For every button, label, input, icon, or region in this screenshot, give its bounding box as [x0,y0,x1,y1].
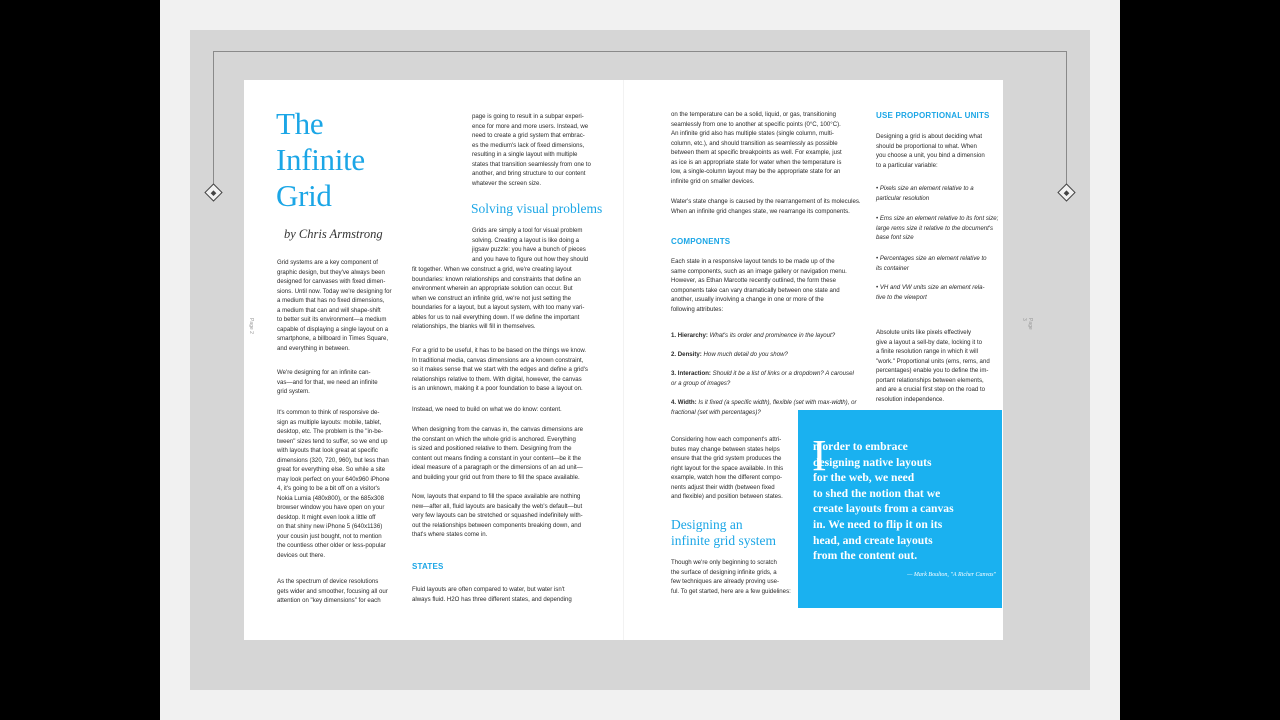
guide-line-right [1066,51,1067,191]
col3-paragraph-4: Considering how each component's attri- butes may change between states helps ensure that the grid system produces the right layout for the space available. In this example, watch how the different compo- nents adjust their width (between fixed and flexible) and position between states. [671,436,784,500]
col1-paragraph-2: We're designing for an infinite can- vas—and for that, we need an infinite grid system. [277,369,378,395]
quote-citation: — Mark Boulton, "A Richer Canvas" [907,572,996,578]
col1-paragraph-3: It's common to think of responsive de- sign as multiple layouts: mobile, tablet, desktop, etc. The problem is the "in-be- tween" sizes tend to suffer, so we end up with layouts that look great at specific dimensions (320, 720, 960), but less than great for everything else. So while a site may look perfect on your 640x960 iPhone 4, it's going to be a bit off on a visitor's Nokia Lumia (480x800), or the 685x308 browser window you have open on your desktop. It might even look a little off on that shiny new iPhone 5 (640x1136) your cousin just bought, not to mention the countless other older or less-popular devices out there. [277,409,390,559]
guide-line-top [213,51,1067,52]
col3-paragraph-3: Each state in a responsive layout tends to be made up of the same components, such as an image gallery or navigation menu. However, as Ethan Marcotte recently outlined, the form these components take can vary dramatically between one state and another, usually involving a change in one or more of the following attributes: [671,258,847,313]
col2-paragraph-2b: fit together. When we construct a grid, we're creating layout boundaries: known relationships and constraints that define an environment wherein an appropriate solution can occur. But when we construct an infinite grid, we're not just setting the boundaries for a layout, but a layout system, with too many vari- ables for us to nail everything down. If we define the important relationships, the blanks will fill in themselves. [412,266,585,330]
col2-paragraph-6: Now, layouts that expand to fill the space available are nothing new—after all, fluid layouts are basically the web's default—but very few layouts can be stretched or squashed indefinitely with- out the relationships between components breaking down, and that's where states come in. [412,493,583,538]
col2-paragraph-7: Fluid layouts are often compared to water, but water isn't always fluid. H2O has three different states, and depending [412,586,572,603]
heading-components: COMPONENTS [671,237,731,246]
spread-spine [623,80,624,640]
col1-paragraph-4: As the spectrum of device resolutions gets wider and smoother, focusing all our attention on "key dimensions" for each [277,578,388,604]
col2-paragraph-5: When designing from the canvas in, the canvas dimensions are the constant on which the whole grid is anchored. Everything is sized and positioned relative to them. Designing from the content out means finding a constant in your content—be it the ideal measure of a paragraph or the dimensions of an ad unit— and building your grid out from there to fill the space available. [412,426,584,481]
col4-paragraph-2: Absolute units like pixels effectively give a layout a sell-by date, locking it to a finite resolution range in which it will "work." Proportional units (ems, rems, and percentages) enable you to define the im- portant relationships between elements, and are a crucial first step on the road to resolution independence. [876,329,990,403]
magazine-spread [244,80,1033,640]
col2-paragraph-4: Instead, we need to build on what we do know: content. [412,406,562,413]
byline: by Chris Armstrong [284,227,383,241]
col2-paragraph-1: page is going to result in a subpar experi- ence for more and more users. Instead, we need to create a grid system that embrac- es the medium's lack of fixed dimensions, resulting in a single layout with multiple states that transition seamlessly from one to another, and bring structure to our content whatever the screen size. [472,113,591,187]
bullet-pixels: • Pixels size an element relative to a particular resolution [876,185,974,202]
heading-designing-infinite-grid: Designing an infinite grid system [671,517,776,548]
page-number-left: Page 2 [248,318,254,334]
col2-paragraph-3: For a grid to be useful, it has to be based on the things we know. In traditional media, canvas dimensions are a known constraint, so it makes sense that we start with the edges and define a grid's relationships relative to them. With digital, however, the canvas is an unknown, making it a poor foundation to base a layout on. [412,347,588,392]
page-number-right: Page 3 [1021,318,1033,330]
quote-text: n order to embrace designing native layouts for the web, we need to shed the notion that we create layouts from a canvas in. We need to flip it on its head, and create layouts from the content out. [813,440,954,563]
heading-solving-visual-problems: Solving visual problems [471,201,603,216]
guide-line-left [213,51,214,191]
col1-paragraph-1: Grid systems are a key component of graphic design, but they've always been designed for canvases with fixed dimen- sions. Until now. Today we're designing for a medium that has no fixed dimensions, a medium that can and will shape-shift to better suit its environment—a medium capable of displaying a single layout on a smartphone, a billboard in Times Square, and everything in between. [277,259,392,352]
col2-paragraph-2a: Grids are simply a tool for visual problem solving. Creating a layout is like doing a jigsaw puzzle: you have a bunch of pieces and you have to figure out how they should [472,227,589,263]
heading-states: STATES [412,562,444,571]
article-title: The Infinite Grid [276,106,365,213]
pull-quote-box [798,410,1002,608]
col3-paragraph-5: Though we're only beginning to scratch the surface of designing infinite grids, a few techniques are already proving use- ful. To get started, here are a few guidelines: [671,559,791,595]
bullet-ems: • Ems size an element relative to its font size; large rems size it relative to the document's base font size [876,215,999,241]
col4-paragraph-1: Designing a grid is about deciding what should be proportional to what. When you choose a unit, you bind a dimension to a particular variable: [876,133,985,169]
attribute-interaction: 3. Interaction: Should it be a list of links or a dropdown? A carousel or a group of images? [671,370,854,387]
attribute-hierarchy: 1. Hierarchy: What's its order and prominence in the layout? [671,332,836,339]
presentation-stage [160,0,1120,720]
bullet-vh-vw: • VH and VW units size an element rela- tive to the viewport [876,284,985,301]
col3-paragraph-1: on the temperature can be a solid, liquid, or gas, transitioning seamlessly from one to another at specific points (0°C, 100°C). An infinite grid also has multiple states (single column, multi- column, etc.), and should transition as seamlessly as possible between them at specific breakpoints as well. For example, just as ice is an appropriate state for water when the temperature is low, a single-column layout may be the appropriate state for an infinite grid on smaller devices. [671,111,842,185]
attribute-width: 4. Width: Is it fixed (a specific width), flexible (set with max-width), or fractional (set with percentages)? [671,399,857,416]
col3-paragraph-2: Water's state change is caused by the rearrangement of its molecules. When an infinite grid changes state, we rearrange its components. [671,198,861,215]
heading-use-proportional-units: USE PROPORTIONAL UNITS [876,111,990,120]
quote-dropcap: I [812,431,827,480]
bullet-percentages: • Percentages size an element relative to its container [876,255,987,272]
attribute-density: 2. Density: How much detail do you show? [671,351,788,358]
